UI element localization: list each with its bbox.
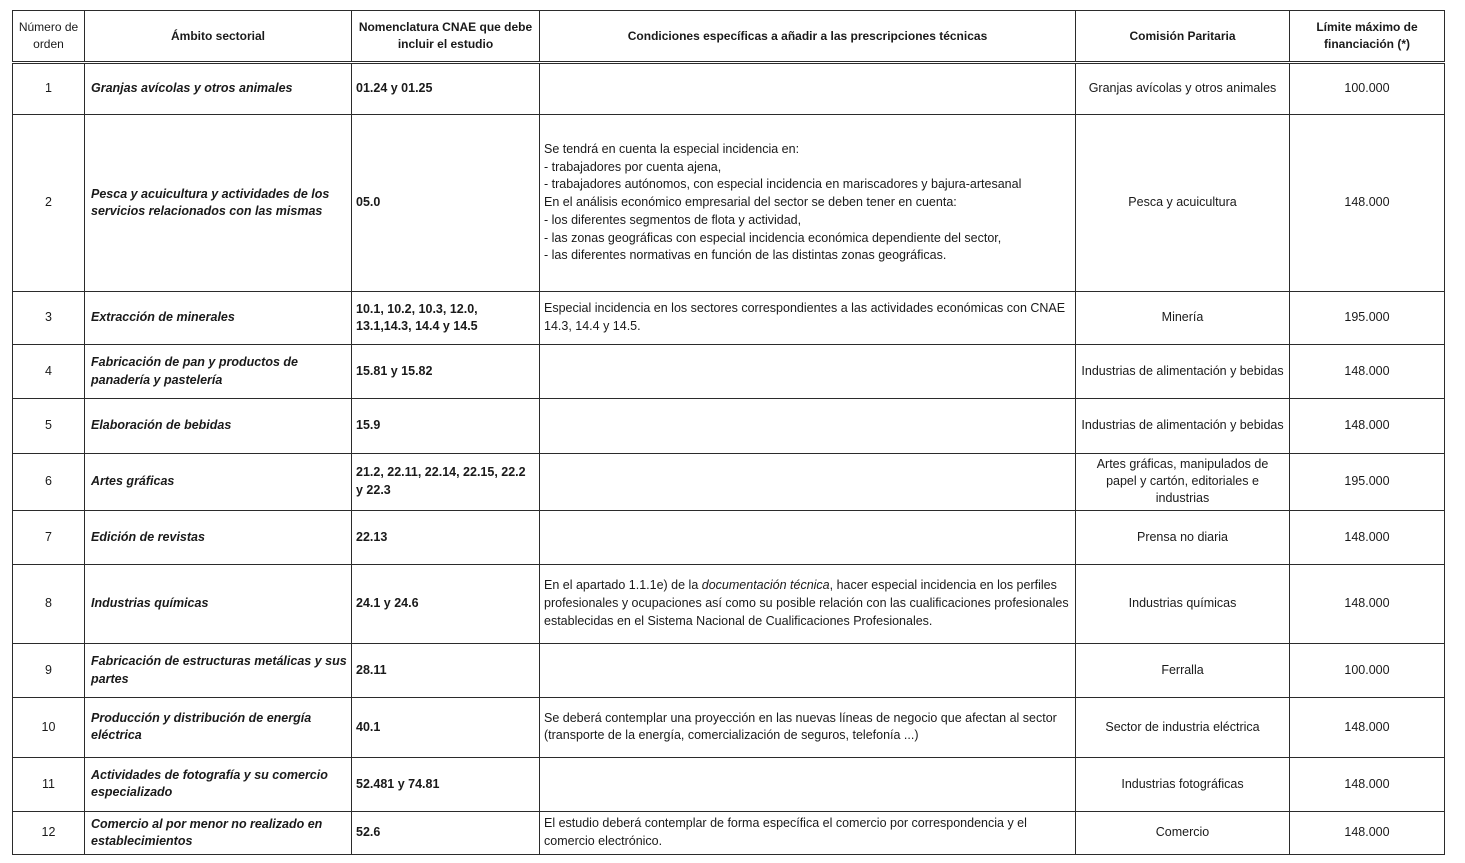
table-row — [13, 757, 1445, 811]
row-number: 10 — [13, 698, 85, 757]
row-number: 8 — [13, 564, 85, 643]
table-row — [13, 63, 1445, 115]
row-comision: Industrias de alimentación y bebidas — [1076, 345, 1290, 399]
header-condiciones: Condiciones específicas a añadir a las prescripciones técnicas — [540, 11, 1076, 63]
row-ambito: Industrias químicas — [85, 564, 352, 643]
row-condiciones — [540, 757, 1076, 811]
row-ambito: Actividades de fotografía y su comercio especializado — [85, 757, 352, 811]
row-number: 6 — [13, 453, 85, 510]
row-condiciones: Se deberá contemplar una proyección en las nuevas líneas de negocio que afectan al sector (transporte de la energía, comercialización de seguros, telefonía ...) — [540, 698, 1076, 757]
row-comision: Industrias químicas — [1076, 564, 1290, 643]
row-number: 9 — [13, 644, 85, 698]
row-ambito: Extracción de minerales — [85, 291, 352, 344]
row-cnae: 15.9 — [352, 399, 540, 453]
row-comision: Industrias fotográficas — [1076, 757, 1290, 811]
row-limite: 148.000 — [1290, 811, 1445, 854]
row-number: 7 — [13, 510, 85, 564]
row-cnae: 01.24 y 01.25 — [352, 63, 540, 115]
row-condiciones — [540, 453, 1076, 510]
row-condiciones: Se tendrá en cuenta la especial incidencia en: - trabajadores por cuenta ajena, - trabajadores autónomos, con especial incidencia en mariscadores y bajura-artesanal En el análisis económico empresarial del sector se deben tener en cuenta: - los diferentes segmentos de flota y actividad, - las zonas geográficas con especial incidencia económica dependiente del sector, - las diferentes normativas en función de las distintas zonas geográficas. — [540, 115, 1076, 292]
row-number: 2 — [13, 115, 85, 292]
sector-table — [12, 10, 1445, 855]
table-row — [13, 510, 1445, 564]
row-ambito: Elaboración de bebidas — [85, 399, 352, 453]
table-row — [13, 115, 1445, 292]
row-limite: 148.000 — [1290, 399, 1445, 453]
row-number: 11 — [13, 757, 85, 811]
header-cnae: Nomenclatura CNAE que debe incluir el estudio — [352, 11, 540, 63]
row-limite: 148.000 — [1290, 345, 1445, 399]
row-cnae: 05.0 — [352, 115, 540, 292]
row-cnae: 40.1 — [352, 698, 540, 757]
row-comision: Pesca y acuicultura — [1076, 115, 1290, 292]
row-cnae: 28.11 — [352, 644, 540, 698]
table-row — [13, 564, 1445, 643]
row-cnae: 24.1 y 24.6 — [352, 564, 540, 643]
header-ambito: Ámbito sectorial — [85, 11, 352, 63]
row-comision: Sector de industria eléctrica — [1076, 698, 1290, 757]
row-comision: Granjas avícolas y otros animales — [1076, 63, 1290, 115]
row-condiciones — [540, 510, 1076, 564]
row-comision: Comercio — [1076, 811, 1290, 854]
row-limite: 148.000 — [1290, 757, 1445, 811]
header-limite: Límite máximo de financiación (*) — [1290, 11, 1445, 63]
row-number: 5 — [13, 399, 85, 453]
row-ambito: Pesca y acuicultura y actividades de los servicios relacionados con las mismas — [85, 115, 352, 292]
row-limite: 195.000 — [1290, 291, 1445, 344]
row-limite: 100.000 — [1290, 63, 1445, 115]
row-cnae: 15.81 y 15.82 — [352, 345, 540, 399]
row-limite: 148.000 — [1290, 564, 1445, 643]
row-cnae: 10.1, 10.2, 10.3, 12.0, 13.1,14.3, 14.4 y 14.5 — [352, 291, 540, 344]
row-ambito: Producción y distribución de energía eléctrica — [85, 698, 352, 757]
table-row — [13, 453, 1445, 510]
row-condiciones: El estudio deberá contemplar de forma específica el comercio por correspondencia y el comercio electrónico. — [540, 811, 1076, 854]
row-condiciones: Especial incidencia en los sectores correspondientes a las actividades económicas con CNAE 14.3, 14.4 y 14.5. — [540, 291, 1076, 344]
condiciones-italic: documentación técnica — [701, 578, 830, 593]
row-comision: Industrias de alimentación y bebidas — [1076, 399, 1290, 453]
row-condiciones — [540, 399, 1076, 453]
row-comision: Prensa no diaria — [1076, 510, 1290, 564]
row-limite: 148.000 — [1290, 115, 1445, 292]
row-limite: 148.000 — [1290, 698, 1445, 757]
table-row — [13, 291, 1445, 344]
sector-table-sheet — [12, 10, 1444, 855]
row-condiciones — [540, 644, 1076, 698]
row-ambito: Fabricación de estructuras metálicas y sus partes — [85, 644, 352, 698]
table-row — [13, 811, 1445, 854]
row-number: 12 — [13, 811, 85, 854]
row-limite: 100.000 — [1290, 644, 1445, 698]
row-comision: Ferralla — [1076, 644, 1290, 698]
row-comision: Artes gráficas, manipulados de papel y cartón, editoriales e industrias — [1076, 453, 1290, 510]
table-row — [13, 345, 1445, 399]
row-cnae: 52.481 y 74.81 — [352, 757, 540, 811]
row-ambito: Edición de revistas — [85, 510, 352, 564]
row-comision: Minería — [1076, 291, 1290, 344]
row-ambito: Fabricación de pan y productos de panadería y pastelería — [85, 345, 352, 399]
row-condiciones — [540, 63, 1076, 115]
table-row — [13, 399, 1445, 453]
condiciones-post: , hacer especial incidencia en los perfiles profesionales y ocupaciones así como su posible relación con las cualificaciones profesionales establecidas en el Sistema Nacional de Cualificaciones Profesionales. — [544, 578, 1069, 628]
row-limite: 148.000 — [1290, 510, 1445, 564]
row-number: 4 — [13, 345, 85, 399]
row-cnae: 22.13 — [352, 510, 540, 564]
row-number: 1 — [13, 63, 85, 115]
row-cnae: 21.2, 22.11, 22.14, 22.15, 22.2 y 22.3 — [352, 453, 540, 510]
row-ambito: Artes gráficas — [85, 453, 352, 510]
table-row — [13, 644, 1445, 698]
header-row — [13, 11, 1445, 63]
row-limite: 195.000 — [1290, 453, 1445, 510]
row-ambito: Comercio al por menor no realizado en establecimientos — [85, 811, 352, 854]
condiciones-pre: En el apartado 1.1.1e) de la — [544, 578, 702, 593]
row-number: 3 — [13, 291, 85, 344]
row-ambito: Granjas avícolas y otros animales — [85, 63, 352, 115]
row-condiciones — [540, 564, 1076, 643]
table-row — [13, 698, 1445, 757]
header-numero: Número de orden — [13, 11, 85, 63]
header-comision: Comisión Paritaria — [1076, 11, 1290, 63]
row-condiciones — [540, 345, 1076, 399]
row-cnae: 52.6 — [352, 811, 540, 854]
